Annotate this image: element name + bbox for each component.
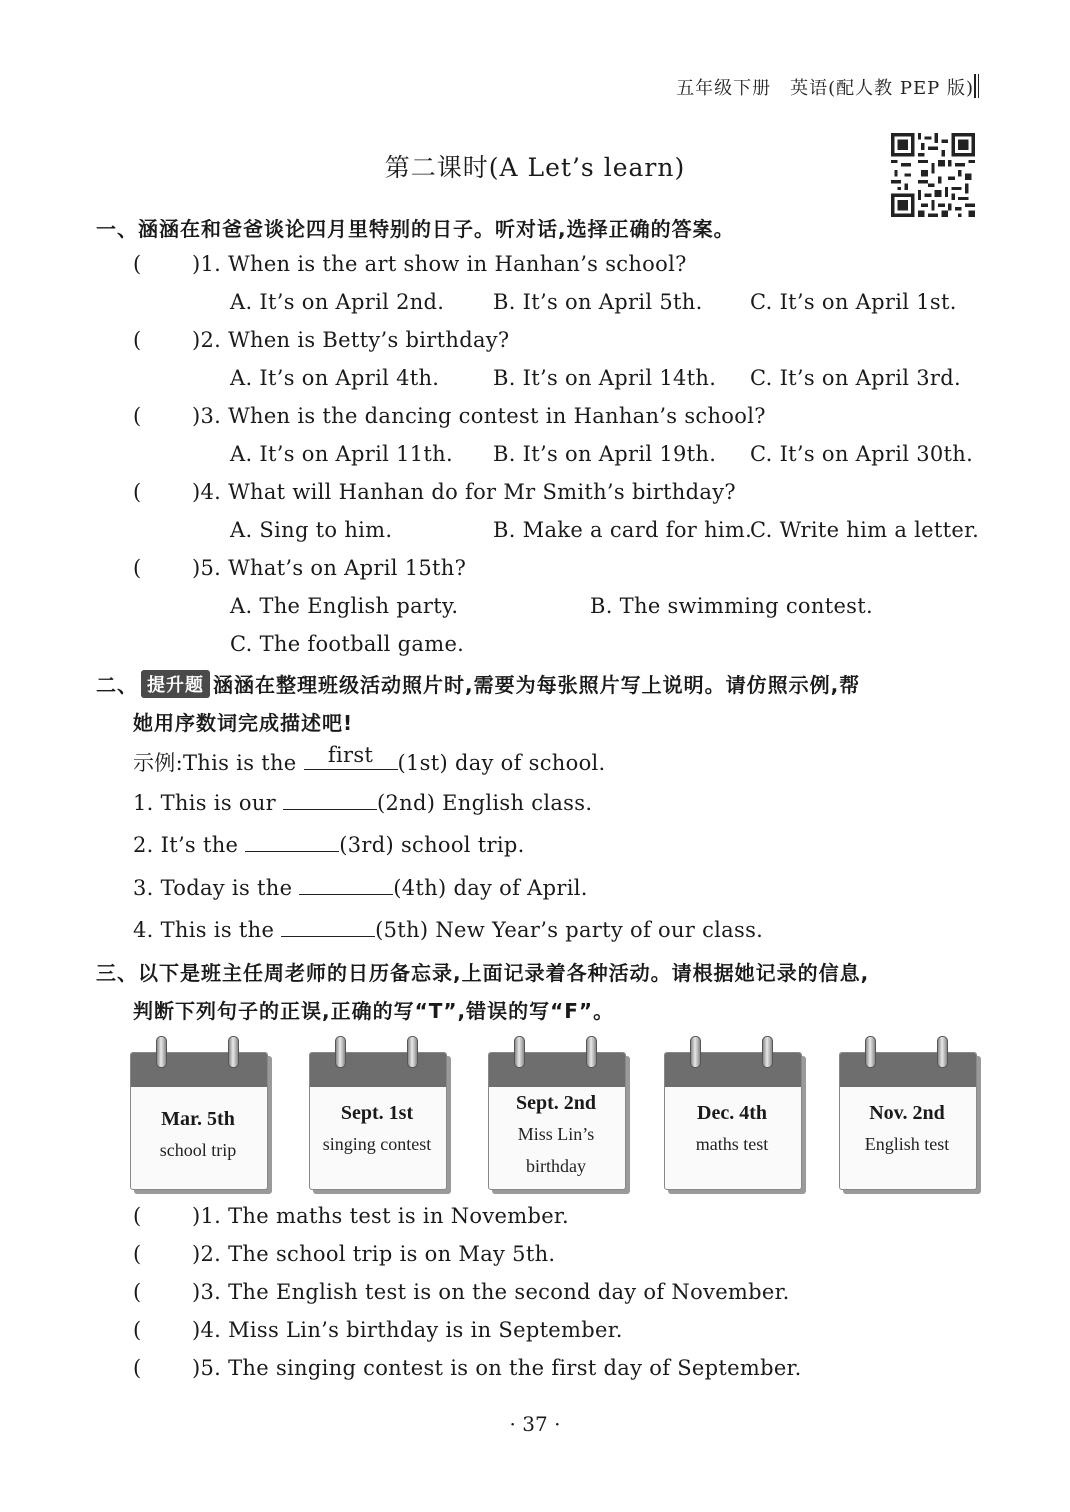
item-after: (2nd) English class. <box>376 791 593 815</box>
option-a: A. Sing to him. <box>230 518 393 542</box>
statement-text: )5. The singing contest is on the first day of September. <box>192 1356 802 1380</box>
answer-paren[interactable]: ( <box>133 1280 142 1304</box>
option-a: A. It’s on April 2nd. <box>230 290 445 314</box>
item-after: (4th) day of April. <box>393 876 588 900</box>
option-c: C. It’s on April 3rd. <box>750 366 961 390</box>
answer-blank[interactable] <box>299 874 393 895</box>
statement-text: )2. The school trip is on May 5th. <box>192 1242 556 1266</box>
statement-text: )4. Miss Lin’s birthday is in September. <box>192 1318 623 1342</box>
question-stem: )1. When is the art show in Hanhan’s school? <box>192 252 687 276</box>
ring-icon <box>762 1036 773 1068</box>
ring-icon <box>865 1036 876 1068</box>
example-before: 示例:This is the <box>133 751 297 775</box>
option-a: A. It’s on April 11th. <box>230 442 453 466</box>
option-a: A. The English party. <box>230 594 459 618</box>
header-bar <box>974 74 979 98</box>
calendar-event-line2: birthday <box>526 1156 586 1176</box>
calendar-event: school trip <box>159 1140 237 1160</box>
ring-icon <box>937 1036 948 1068</box>
answer-blank[interactable] <box>283 789 377 810</box>
statement-text: )1. The maths test is in November. <box>192 1204 569 1228</box>
answer-blank[interactable] <box>245 831 339 852</box>
section2-heading <box>96 669 860 699</box>
answer-paren[interactable]: ( <box>133 556 142 580</box>
calendar-date: Sept. 1st <box>340 1102 414 1124</box>
item-before: 2. It’s the <box>133 833 239 857</box>
calendar-event: singing contest <box>322 1134 432 1154</box>
item-after: (5th) New Year’s party of our class. <box>375 918 764 942</box>
item-after: (3rd) school trip. <box>339 833 525 857</box>
answer-paren[interactable]: ( <box>133 1356 142 1380</box>
ring-icon <box>690 1036 701 1068</box>
question-stem: )4. What will Hanhan do for Mr Smith’s birthday? <box>192 480 736 504</box>
example-answer: first <box>327 743 374 767</box>
calendar-card <box>488 1048 624 1188</box>
qr-code-icon <box>890 133 976 217</box>
option-b: B. The swimming contest. <box>590 594 873 618</box>
calendar-header <box>131 1053 267 1087</box>
answer-paren[interactable]: ( <box>133 1204 142 1228</box>
option-b: B. It’s on April 19th. <box>493 442 717 466</box>
calendar-header <box>310 1053 446 1087</box>
calendar-event: maths test <box>695 1134 769 1154</box>
calendar-date: Sept. 2nd <box>515 1092 597 1114</box>
question-stem: )3. When is the dancing contest in Hanhan’s school? <box>192 404 766 428</box>
answer-paren[interactable]: ( <box>133 1318 142 1342</box>
page-number: · 37 · <box>509 1412 561 1436</box>
answer-paren[interactable]: ( <box>133 1242 142 1266</box>
calendar-date: Nov. 2nd <box>869 1102 945 1124</box>
section2-item-3 <box>133 874 588 900</box>
calendar-card <box>130 1048 266 1188</box>
calendar-header <box>665 1053 801 1087</box>
item-before: 3. Today is the <box>133 876 293 900</box>
calendar-event: English test <box>864 1134 950 1154</box>
ring-icon <box>228 1036 239 1068</box>
calendar-date: Dec. 4th <box>697 1102 767 1124</box>
ring-icon <box>407 1036 418 1068</box>
option-c: C. It’s on April 30th. <box>750 442 974 466</box>
level-badge: 提升题 <box>141 670 210 698</box>
section2-heading-text: 涵涵在整理班级活动照片时,需要为每张照片写上说明。请仿照示例,帮 <box>213 673 861 697</box>
section1-heading: 一、涵涵在和爸爸谈论四月里特别的日子。听对话,选择正确的答案。 <box>96 217 735 241</box>
section3-heading-line2: 判断下列句子的正误,正确的写“T”,错误的写“F”。 <box>133 999 615 1023</box>
question-stem: )2. When is Betty’s birthday? <box>192 328 510 352</box>
calendar-card <box>309 1048 445 1188</box>
answer-paren[interactable]: ( <box>133 328 142 352</box>
example-blank <box>304 743 398 770</box>
section2-item-1 <box>133 789 592 815</box>
option-c: C. The football game. <box>230 632 465 656</box>
section2-heading-line2: 她用序数词完成描述吧! <box>133 711 354 735</box>
answer-paren[interactable]: ( <box>133 252 142 276</box>
answer-paren[interactable]: ( <box>133 480 142 504</box>
lesson-title: 第二课时(A Let’s learn) <box>384 153 686 182</box>
example-after: (1st) day of school. <box>397 751 606 775</box>
answer-paren[interactable]: ( <box>133 404 142 428</box>
calendar-header <box>840 1053 976 1087</box>
option-a: A. It’s on April 4th. <box>230 366 440 390</box>
statement-text: )3. The English test is on the second day of November. <box>192 1280 790 1304</box>
option-b: B. It’s on April 14th. <box>493 366 717 390</box>
section3-heading: 三、以下是班主任周老师的日历备忘录,上面记录着各种活动。请根据她记录的信息, <box>96 961 870 985</box>
calendar-event: Miss Lin’s <box>517 1124 595 1144</box>
answer-blank[interactable] <box>281 916 375 937</box>
calendar-date: Mar. 5th <box>161 1108 235 1130</box>
option-c: C. It’s on April 1st. <box>750 290 957 314</box>
section2-item-4 <box>133 916 763 942</box>
ring-icon <box>586 1036 597 1068</box>
section2-example <box>133 743 606 777</box>
running-header: 五年级下册 英语(配人教 PEP 版) <box>676 78 974 99</box>
ring-icon <box>335 1036 346 1068</box>
ring-icon <box>156 1036 167 1068</box>
section2-item-2 <box>133 831 525 857</box>
ring-icon <box>514 1036 525 1068</box>
option-b: B. It’s on April 5th. <box>493 290 703 314</box>
question-stem: )5. What’s on April 15th? <box>192 556 467 580</box>
calendar-card <box>839 1048 975 1188</box>
calendar-header <box>489 1053 625 1087</box>
calendar-card <box>664 1048 800 1188</box>
item-before: 4. This is the <box>133 918 275 942</box>
option-c: C. Write him a letter. <box>750 518 980 542</box>
option-b: B. Make a card for him. <box>493 518 753 542</box>
item-before: 1. This is our <box>133 791 276 815</box>
section-number: 二、 <box>96 673 138 697</box>
